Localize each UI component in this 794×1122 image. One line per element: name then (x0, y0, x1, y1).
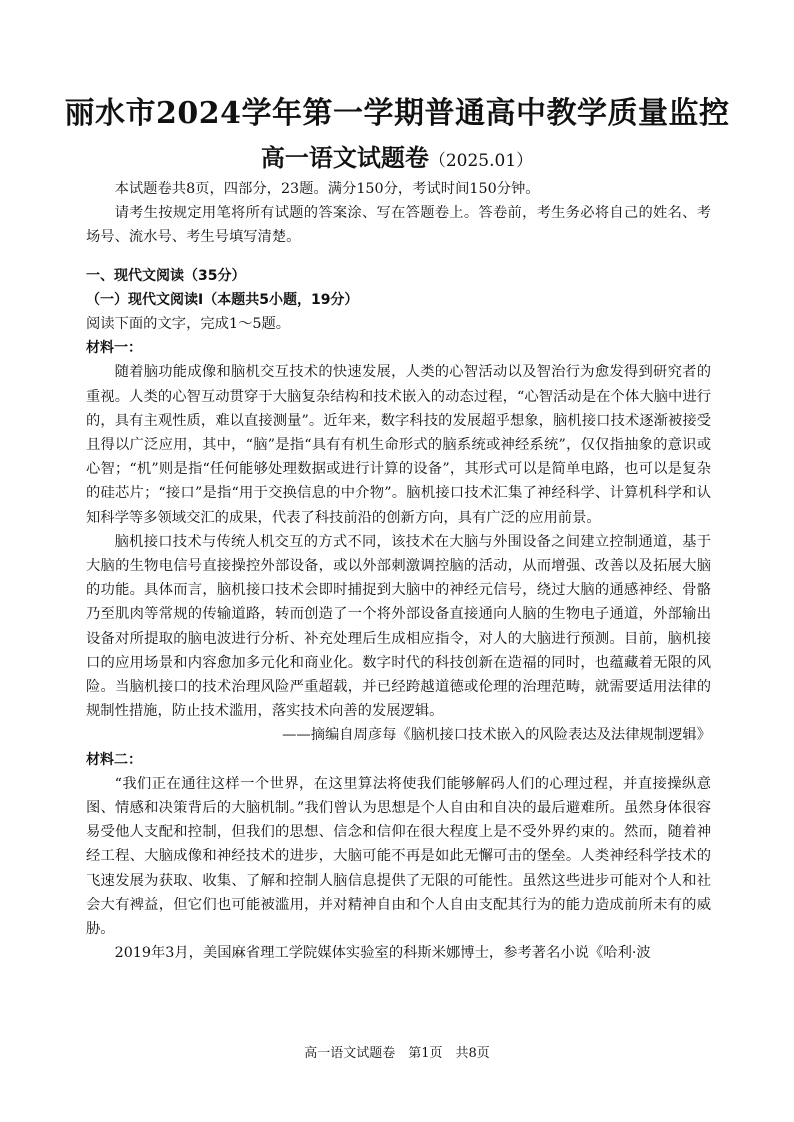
intro-line-1: 本试题卷共8页，四部分，23题。满分150分，考试时间150分钟。 (114, 181, 540, 197)
material-2-label: 材料二： (86, 751, 142, 768)
page-title: 丽水市2024学年第一学期普通高中教学质量监控 (64, 96, 730, 131)
section-subheading: （一）现代文阅读Ⅰ（本题共5小题，19分） (86, 291, 359, 308)
material-2-paragraph-2: 2019年3月，美国麻省理工学院媒体实验室的科斯米娜博士，参考著名小说《哈利·波 (114, 945, 651, 962)
page-footer: 高一语文试题卷 第1页 共8页 (304, 1046, 490, 1061)
page-subtitle (0, 138, 794, 173)
material-1-source: ——摘编自周彦每《脑机接口技术嵌入的风险表达及法律规制逻辑》 (282, 727, 711, 744)
material-1-label: 材料一： (86, 340, 142, 357)
material-1-paragraph-2: 脑机接口技术与传统人机交互的方式不同，该技术在大脑与外围设备之间建立控制通道，基于大脑的生物电信号直接操控外部设备，或以外部刺激调控脑的活动，从而增强、改善以及拓展大脑的功能。具体而言，脑机接口技术会即时捕捉到大脑中的神经元信号，绕过大脑的通感神经、骨骼乃至肌肉等常规的传输道路，转而创造了一个将外部设备直接通向人脑的生物电子通道，外部输出设备对所提取的脑电波进行分析、补充处理后生成相应指令，对人的大脑进行预测。目前，脑机接口的应用场景和内容愈加多元化和商业化。数字时代的科技创新在造福的同时，也蕴藏着无限的风险。当脑机接口的技术治理风险严重超载，并已经跨越道德或伦理的治理范畴，就需要适用法律的规制性措施，防止技术滥用，落实技术向善的发展逻辑。 (86, 533, 711, 720)
material-1-paragraph-1: 随着脑功能成像和脑机交互技术的快速发展，人类的心智活动以及智治行为愈发得到研究者的重视。人类的心智互动贯穿于大脑复杂结构和技术嵌入的动态过程，“心智活动是在个体大脑中进行的，具有主观性质，难以直接测量”。近年来，数字科技的发展超乎想象，脑机接口技术逐渐被接受且得以广泛应用，其中，“脑”是指“具有有机生命形式的脑系统或神经系统”，仅仅指抽象的意识或心智；“机”则是指“任何能够处理数据或进行计算的设备”，其形式可以是简单电路，也可以是复杂的硅芯片；“接口”是指“用于交换信息的中介物”。脑机接口技术汇集了神经科学、计算机科学和认知科学等多领域交汇的成果，代表了科技前沿的创新方向，具有广泛的应用前景。 (86, 364, 711, 526)
reading-instruction: 阅读下面的文字，完成1～5题。 (86, 316, 291, 333)
intro-line-2: 请考生按规定用笔将所有试题的答案涂、写在答题卷上。答卷前，考生务必将自己的姓名、考场号、流水号、考生号填写清楚。 (86, 205, 711, 246)
section-heading: 一、现代文阅读（35分） (86, 267, 246, 284)
material-2-paragraph-1: “我们正在通往这样一个世界，在这里算法将使我们能够解码人们的心理过程，并直接操纵意图、情感和决策背后的大脑机制。”我们曾认为思想是个人自由和自决的最后避难所。虽然身体很容易受他人支配和控制，但我们的思想、信念和信仰在很大程度上是不受外界约束的。然而，随着神经工程、大脑成像和神经技术的进步，大脑可能不再是如此无懈可击的堡垒。人类神经科学技术的飞速发展为获取、收集、了解和控制人脑信息提供了无限的可能性。虽然这些进步可能对个人和社会大有裨益，但它们也可能被滥用，并对精神自由和个人自由支配其行为的能力造成前所未有的威胁。 (86, 775, 711, 938)
subtitle-text: 高一语文试题卷 (260, 143, 429, 172)
exam-date: （2025.01） (428, 151, 534, 171)
document-body (86, 177, 711, 966)
